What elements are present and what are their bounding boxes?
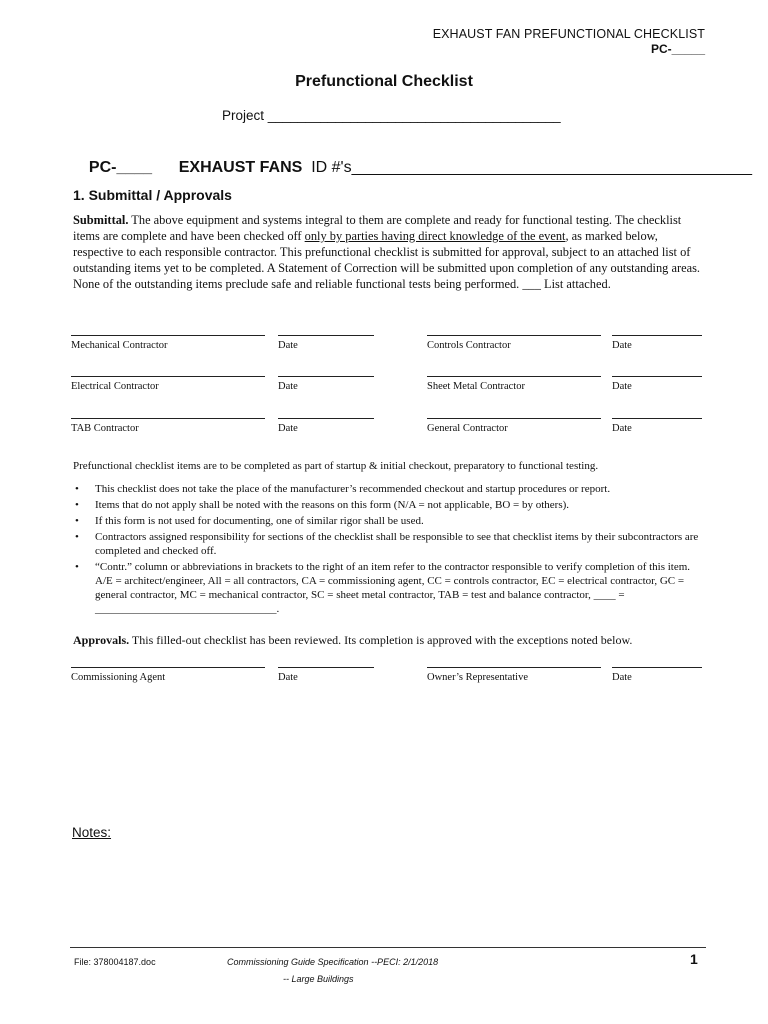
- bullet-glyph: •: [75, 499, 79, 511]
- signature-electrical-contractor[interactable]: [71, 376, 265, 392]
- signature-date[interactable]: [278, 418, 374, 434]
- notes-label: Notes:: [72, 825, 112, 840]
- submittal-text-b: , as marked below, respective to each responsible contractor. This prefunctional checklist is submitted for approval, subject to an attached list of outstanding items yet to be completed. A Statement of Correction will be submitted upon completion of any outstanding areas. None of the outstanding items preclude safe and reliable functional tests being performed. ___ List attached.: [73, 229, 700, 291]
- bullet-glyph: •: [75, 561, 79, 573]
- submittal-text-a: The above equipment and systems integral to them are complete and ready for functional testing. The checklist items are complete and have been checked off: [73, 213, 682, 243]
- approvals-text: This filled-out checklist has been reviewed. Its completion is approved with the exceptions noted below.: [129, 633, 633, 647]
- signature-general-contractor[interactable]: [427, 418, 601, 434]
- footer-divider: [70, 947, 706, 948]
- signature-date[interactable]: [612, 376, 702, 392]
- list-item: [73, 498, 705, 512]
- submittal-paragraph: [73, 212, 705, 292]
- list-item-text: Contractors assigned responsibility for sections of the checklist shall be responsible to see that checklist items by their subcontractors are completed and checked off.: [95, 531, 699, 557]
- signature-sheet-metal-contractor[interactable]: [427, 376, 601, 392]
- list-item-text: If this form is not used for documenting, one of similar rigor shall be used.: [95, 515, 424, 527]
- signature-label: TAB Contractor: [71, 423, 139, 434]
- signature-mechanical-contractor[interactable]: [71, 335, 265, 351]
- signature-date[interactable]: [612, 667, 702, 683]
- bullet-glyph: •: [75, 483, 79, 495]
- header-doc-type: EXHAUST FAN PREFUNCTIONAL CHECKLIST: [432, 27, 705, 41]
- list-item-text: This checklist does not take the place of the manufacturer’s recommended checkout and startup procedures or report.: [95, 483, 611, 495]
- page-number: 1: [690, 951, 698, 967]
- submittal-underlined: only by parties having direct knowledge of the event: [304, 229, 566, 243]
- signature-label: Sheet Metal Contractor: [427, 381, 525, 392]
- id-field: ID #'s_____________________________________________: [311, 159, 753, 176]
- list-item: [73, 530, 705, 558]
- footer-file: File: 378004187.doc: [74, 957, 156, 967]
- signature-date[interactable]: [612, 418, 702, 434]
- list-item: [73, 514, 705, 528]
- section-heading: 1. Submittal / Approvals: [73, 187, 232, 203]
- signature-date[interactable]: [278, 335, 374, 351]
- equipment-name: EXHAUST FANS: [178, 159, 303, 176]
- signature-label: Electrical Contractor: [71, 381, 159, 392]
- list-item: [73, 560, 705, 616]
- signature-label: Controls Contractor: [427, 340, 511, 351]
- signature-label: Date: [278, 423, 298, 434]
- signature-label: Owner’s Representative: [427, 672, 528, 683]
- instructions-list: [73, 482, 705, 618]
- project-field: Project _______________________________________: [222, 108, 561, 123]
- signature-tab-contractor[interactable]: [71, 418, 265, 434]
- signature-label: Date: [278, 340, 298, 351]
- signature-date[interactable]: [612, 335, 702, 351]
- signature-owners-representative[interactable]: [427, 667, 601, 683]
- footer-spec: Commissioning Guide Specification --PECI: 2/1/2018: [227, 957, 439, 967]
- signature-date[interactable]: [278, 376, 374, 392]
- signature-label: Mechanical Contractor: [71, 340, 168, 351]
- signature-controls-contractor[interactable]: [427, 335, 601, 351]
- list-item: [73, 482, 705, 496]
- signature-label: Date: [612, 381, 632, 392]
- signature-label: Date: [278, 672, 298, 683]
- submittal-label: Submittal.: [73, 213, 129, 227]
- page-title: Prefunctional Checklist: [295, 73, 473, 90]
- header-pc-code: PC-_____: [650, 42, 705, 56]
- footer-spec-subtitle: -- Large Buildings: [283, 974, 354, 984]
- bullet-glyph: •: [75, 531, 79, 543]
- approvals-label: Approvals.: [73, 633, 130, 647]
- signature-commissioning-agent[interactable]: [71, 667, 265, 683]
- instructions-intro: Prefunctional checklist items are to be completed as part of startup & initial checkout, preparatory to functional testing.: [73, 460, 599, 472]
- list-item-text: Items that do not apply shall be noted with the reasons on this form (N/A = not applicable, BO = by others).: [95, 499, 570, 511]
- pc-code: PC-____: [88, 159, 153, 176]
- signature-label: Date: [612, 340, 632, 351]
- signature-label: Date: [278, 381, 298, 392]
- signature-label: Commissioning Agent: [71, 672, 166, 683]
- approvals-paragraph: [73, 632, 705, 648]
- pc-line: [80, 141, 752, 177]
- list-item-text: “Contr.” column or abbreviations in brackets to the right of an item refer to the contractor responsible to verify completion of this item. A/E = architect/engineer, All = all contractors, CA = commissioning agent, CC = controls contractor, EC = electrical contractor, GC = general contractor, MC = mechanical contractor, SC = sheet metal contractor, TAB = test and balance contractor, ____ = _________________________________.: [95, 561, 691, 615]
- signature-label: Date: [612, 672, 632, 683]
- signature-date[interactable]: [278, 667, 374, 683]
- bullet-glyph: •: [75, 515, 79, 527]
- signature-label: General Contractor: [427, 423, 508, 434]
- signature-label: Date: [612, 423, 632, 434]
